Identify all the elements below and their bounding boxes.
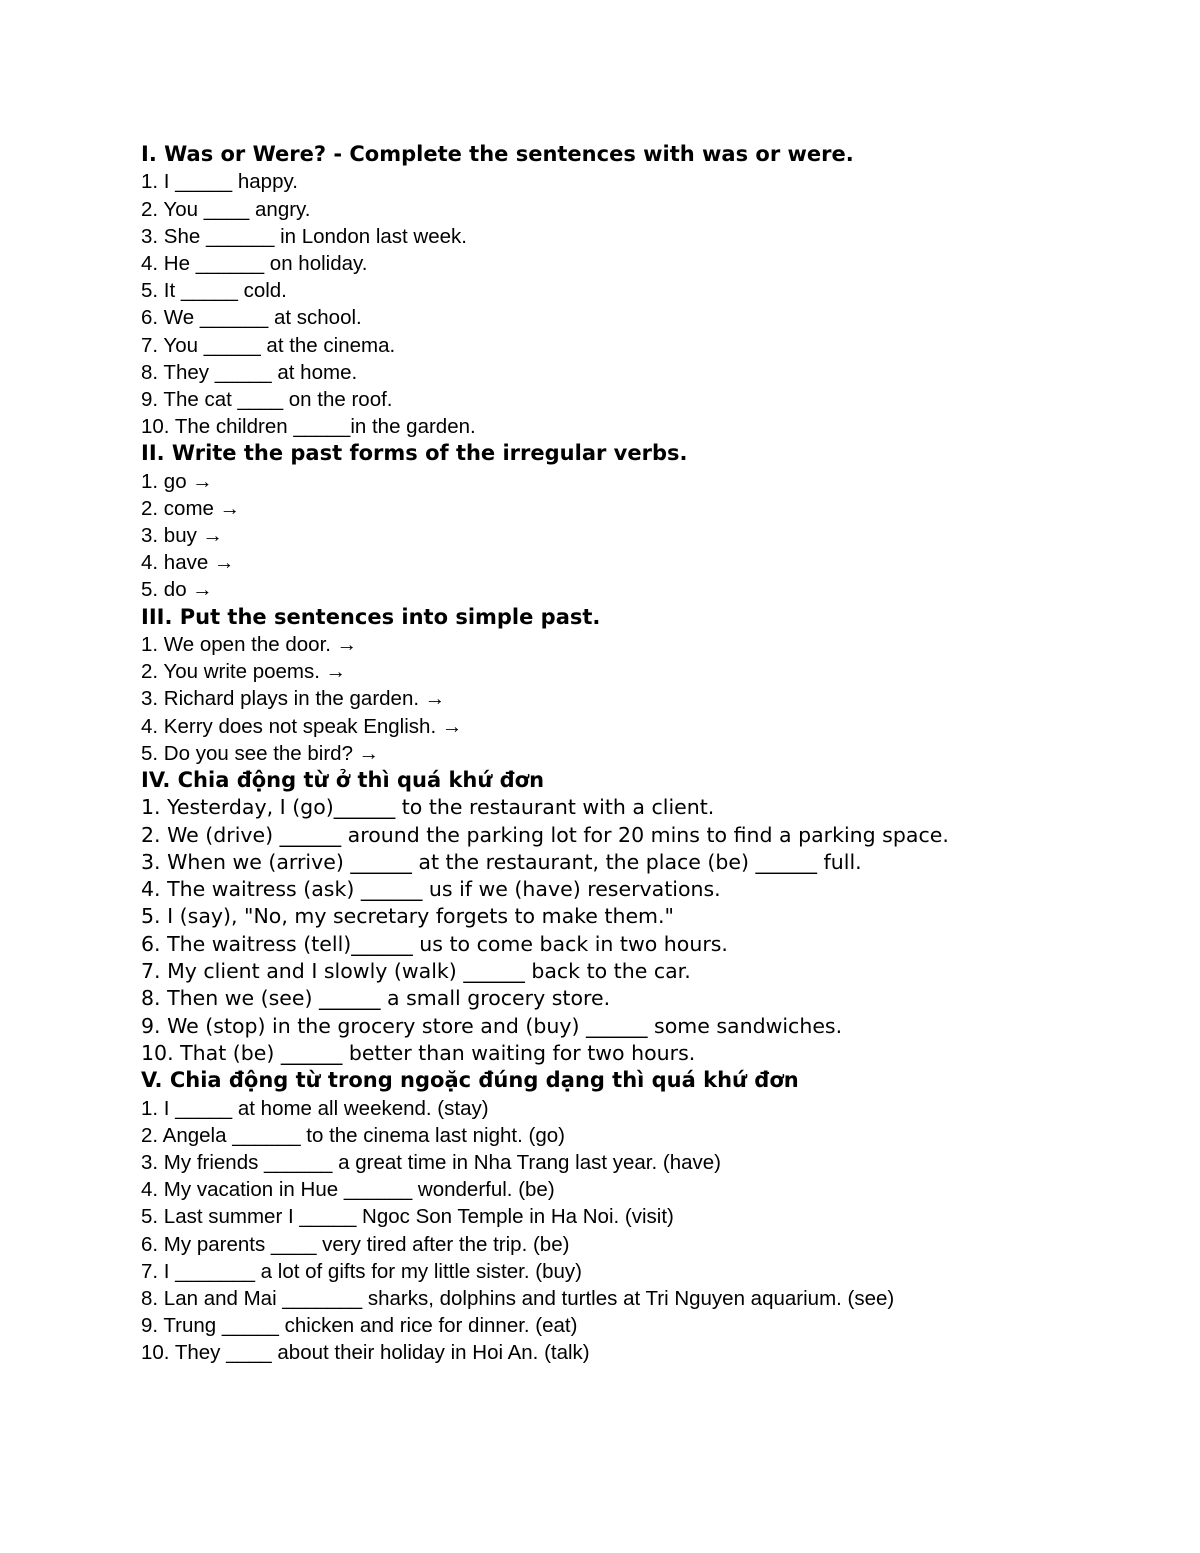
section-5-item-1: 1. I _____ at home all weekend. (stay) xyxy=(141,1096,489,1120)
section-5-item-5: 5. Last summer I _____ Ngoc Son Temple in Ha Noi. (visit) xyxy=(141,1205,674,1229)
section-5-item-10: 10. They ____ about their holiday in Hoi An. (talk) xyxy=(141,1341,590,1365)
section-2-item-3: 3. buy → xyxy=(141,524,224,548)
section-3-heading: III. Put the sentences into simple past. xyxy=(141,604,601,629)
section-2 xyxy=(141,440,1101,603)
section-3-item-2: 2. You write poems. → xyxy=(141,660,347,684)
section-2-item-1: 1. go → xyxy=(141,469,213,493)
section-4-item-2: 2. We (drive) ______ around the parking lot for 20 mins to find a parking space. xyxy=(141,822,949,847)
section-4-item-9: 9. We (stop) in the grocery store and (buy) ______ some sandwiches. xyxy=(141,1013,843,1038)
section-3 xyxy=(141,604,1101,767)
section-1-item-3: 3. She ______ in London last week. xyxy=(141,224,467,248)
section-1-item-4: 4. He ______ on holiday. xyxy=(141,251,368,275)
section-2-heading: II. Write the past forms of the irregular verbs. xyxy=(141,441,688,466)
section-4-item-6: 6. The waitress (tell)______ us to come back in two hours. xyxy=(141,931,728,956)
section-4-item-7: 7. My client and I slowly (walk) ______ back to the car. xyxy=(141,959,691,984)
section-1-heading: I. Was or Were? - Complete the sentences with was or were. xyxy=(141,142,854,166)
section-1-item-6: 6. We ______ at school. xyxy=(141,306,362,330)
section-5-item-9: 9. Trung _____ chicken and rice for dinner. (eat) xyxy=(141,1314,578,1338)
section-5-item-7: 7. I _______ a lot of gifts for my little sister. (buy) xyxy=(141,1259,582,1283)
section-5-heading: V. Chia động từ trong ngoặc đúng dạng thì quá khứ đơn xyxy=(141,1068,799,1093)
section-5-item-4: 4. My vacation in Hue ______ wonderful. (be) xyxy=(141,1178,555,1202)
section-1-item-8: 8. They _____ at home. xyxy=(141,360,358,384)
section-5 xyxy=(141,1067,1101,1366)
section-3-item-5: 5. Do you see the bird? → xyxy=(141,741,380,765)
section-4-item-10: 10. That (be) ______ better than waiting for two hours. xyxy=(141,1040,696,1065)
section-4 xyxy=(141,767,1101,1067)
section-3-item-4: 4. Kerry does not speak English. → xyxy=(141,714,463,738)
section-1-item-10: 10. The children _____in the garden. xyxy=(141,415,476,439)
section-5-item-6: 6. My parents ____ very tired after the trip. (be) xyxy=(141,1232,570,1256)
section-4-heading: IV. Chia động từ ở thì quá khứ đơn xyxy=(141,767,545,792)
section-5-item-8: 8. Lan and Mai _______ sharks, dolphins and turtles at Tri Nguyen aquarium. (see) xyxy=(141,1286,895,1310)
section-2-item-5: 5. do → xyxy=(141,578,213,602)
section-2-item-4: 4. have → xyxy=(141,551,235,575)
section-4-item-4: 4. The waitress (ask) ______ us if we (have) reservations. xyxy=(141,877,721,902)
section-1-item-1: 1. I _____ happy. xyxy=(141,170,298,194)
section-1-item-7: 7. You _____ at the cinema. xyxy=(141,333,396,357)
section-2-item-2: 2. come → xyxy=(141,496,241,520)
section-4-item-1: 1. Yesterday, I (go)______ to the restaurant with a client. xyxy=(141,795,715,820)
section-5-item-2: 2. Angela ______ to the cinema last night. (go) xyxy=(141,1123,565,1147)
section-1-item-5: 5. It _____ cold. xyxy=(141,279,287,303)
section-5-item-3: 3. My friends ______ a great time in Nha Trang last year. (have) xyxy=(141,1150,721,1174)
section-3-item-1: 1. We open the door. → xyxy=(141,632,358,656)
section-4-item-5: 5. I (say), "No, my secretary forgets to make them." xyxy=(141,904,674,929)
section-1-item-9: 9. The cat ____ on the roof. xyxy=(141,387,393,411)
section-4-item-8: 8. Then we (see) ______ a small grocery store. xyxy=(141,986,611,1011)
section-3-item-3: 3. Richard plays in the garden. → xyxy=(141,687,446,711)
section-4-item-3: 3. When we (arrive) ______ at the restaurant, the place (be) ______ full. xyxy=(141,849,862,874)
section-1 xyxy=(141,141,1101,440)
worksheet xyxy=(141,141,1101,1367)
section-1-item-2: 2. You ____ angry. xyxy=(141,197,311,221)
